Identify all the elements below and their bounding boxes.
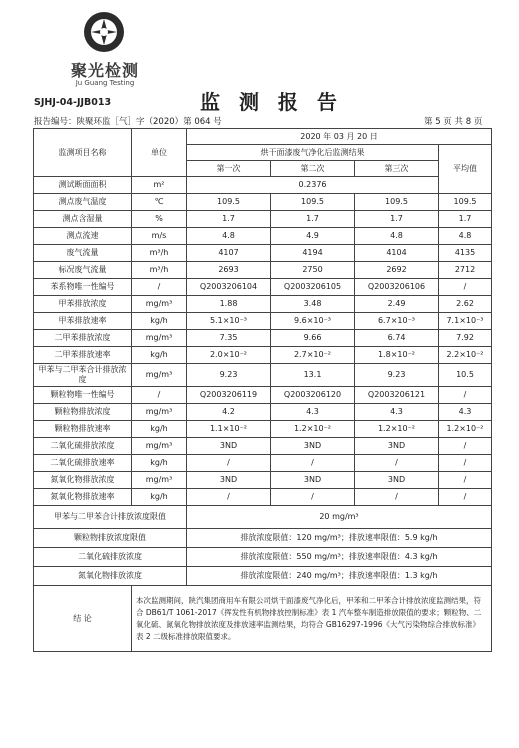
limit-row	[34, 529, 492, 548]
table-row	[34, 404, 492, 421]
header-run-1: 第一次	[187, 161, 271, 177]
limit-text: 排放浓度限值：550 mg/m³；排放速率限值：4.3 kg/h	[187, 548, 492, 567]
row-value-2: 3ND	[271, 472, 355, 489]
row-unit: kg/h	[132, 421, 187, 438]
row-unit: m/s	[132, 228, 187, 245]
row-value-3: Q2003206121	[355, 387, 439, 404]
row-average: /	[439, 472, 492, 489]
row-unit: /	[132, 279, 187, 296]
row-item-name: 标况废气流量	[34, 262, 132, 279]
row-value-3: 9.23	[355, 364, 439, 387]
row-value-3: 2692	[355, 262, 439, 279]
row-item-name: 甲苯与二甲苯合计排放浓度	[34, 364, 132, 387]
row-value-2: Q2003206120	[271, 387, 355, 404]
row-unit: kg/h	[132, 347, 187, 364]
row-value-3: 1.8×10⁻²	[355, 347, 439, 364]
row-value-1: 2.0×10⁻²	[187, 347, 271, 364]
table-row	[34, 211, 492, 228]
limit-name: 甲苯与二甲苯合计排放浓度限值	[34, 506, 187, 529]
row-value-1: 1.1×10⁻²	[187, 421, 271, 438]
row-item-name: 颗粒物排放浓度	[34, 404, 132, 421]
row-value-3: 1.2×10⁻²	[355, 421, 439, 438]
table-row	[34, 472, 492, 489]
row-merged-value: 0.2376	[187, 177, 439, 194]
row-average: /	[439, 489, 492, 506]
row-item-name: 测试断面面积	[34, 177, 132, 194]
limit-name: 二氧化硫排放浓度	[34, 548, 187, 567]
row-item-name: 测点流速	[34, 228, 132, 245]
table-row	[34, 262, 492, 279]
report-number: 报告编号：陕聚环监［气］字（2020）第 064 号	[34, 117, 222, 127]
row-item-name: 颗粒物排放速率	[34, 421, 132, 438]
row-item-name: 甲苯排放速率	[34, 313, 132, 330]
row-value-2: 4194	[271, 245, 355, 262]
conclusion-text: 本次监测期间，陕汽集团商用车有限公司烘干面漆废气净化后，甲苯和二甲苯合计排放浓度监测结果，符合 DB61/T 1061-2017《挥发性有机物排放控制标准》表 1 汽车整车制造排放限值的要求；颗粒物、二氧化硫、氮氧化物排放浓度及排放速率监测结果，均符合 GB16297-1996《大气污染物综合排放标准》表 2 二级标准排放限值要求。	[132, 586, 492, 652]
row-value-2: 9.6×10⁻³	[271, 313, 355, 330]
row-unit: %	[132, 211, 187, 228]
limit-row	[34, 506, 492, 529]
row-value-3: 6.7×10⁻³	[355, 313, 439, 330]
logo-name-en: Ju Guang Testing	[75, 79, 135, 87]
row-value-1: 1.88	[187, 296, 271, 313]
monitoring-table	[33, 128, 492, 652]
row-item-name: 二甲苯排放速率	[34, 347, 132, 364]
row-average: 1.7	[439, 211, 492, 228]
document-code: SJHJ-04-JJB013	[34, 97, 112, 108]
row-value-3: 4.8	[355, 228, 439, 245]
logo-mark-icon	[82, 10, 126, 54]
row-value-3: 4.3	[355, 404, 439, 421]
row-average: 7.1×10⁻³	[439, 313, 492, 330]
row-value-2: Q2003206105	[271, 279, 355, 296]
limit-text: 20 mg/m³	[187, 506, 492, 529]
row-value-1: 109.5	[187, 194, 271, 211]
table-row	[34, 455, 492, 472]
row-value-1: 5.1×10⁻³	[187, 313, 271, 330]
header-date: 2020 年 03 月 20 日	[187, 129, 492, 145]
row-value-1: Q2003206104	[187, 279, 271, 296]
row-item-name: 测点废气温度	[34, 194, 132, 211]
report-title: 监 测 报 告	[200, 90, 343, 114]
row-unit: mg/m³	[132, 404, 187, 421]
row-value-3: 3ND	[355, 472, 439, 489]
row-average: /	[439, 387, 492, 404]
row-unit: mg/m³	[132, 330, 187, 347]
row-unit: ℃	[132, 194, 187, 211]
row-unit: kg/h	[132, 313, 187, 330]
row-value-1: 2693	[187, 262, 271, 279]
row-value-2: 4.3	[271, 404, 355, 421]
row-value-3: 6.74	[355, 330, 439, 347]
page-info: 第 5 页 共 8 页	[424, 117, 483, 127]
table-row	[34, 313, 492, 330]
row-unit: mg/m³	[132, 296, 187, 313]
table-row	[34, 364, 492, 387]
row-value-2: 2750	[271, 262, 355, 279]
row-average: 2.2×10⁻²	[439, 347, 492, 364]
table-row	[34, 489, 492, 506]
row-unit: m²	[132, 177, 187, 194]
row-average: 4.3	[439, 404, 492, 421]
row-average: 7.92	[439, 330, 492, 347]
row-average: 2.62	[439, 296, 492, 313]
row-item-name: 测点含湿量	[34, 211, 132, 228]
row-value-1: 7.35	[187, 330, 271, 347]
row-average: 1.2×10⁻²	[439, 421, 492, 438]
table-row	[34, 330, 492, 347]
header-run-2: 第二次	[271, 161, 355, 177]
table-row	[34, 245, 492, 262]
row-value-2: 4.9	[271, 228, 355, 245]
row-item-name: 甲苯排放浓度	[34, 296, 132, 313]
row-item-name: 苯系物唯一性编号	[34, 279, 132, 296]
row-unit: kg/h	[132, 455, 187, 472]
row-average: 4135	[439, 245, 492, 262]
row-unit: kg/h	[132, 489, 187, 506]
table-row	[34, 194, 492, 211]
row-value-2: 109.5	[271, 194, 355, 211]
row-value-1: 4.8	[187, 228, 271, 245]
row-value-2: 1.2×10⁻²	[271, 421, 355, 438]
row-average: 109.5	[439, 194, 492, 211]
row-average: 2712	[439, 262, 492, 279]
table-row	[34, 438, 492, 455]
row-value-1: /	[187, 455, 271, 472]
row-value-2: 3.48	[271, 296, 355, 313]
header-subtitle: 烘干面漆废气净化后监测结果	[187, 145, 439, 161]
header-run-3: 第三次	[355, 161, 439, 177]
row-average: 10.5	[439, 364, 492, 387]
row-value-3: 3ND	[355, 438, 439, 455]
table-row	[34, 387, 492, 404]
table-row	[34, 347, 492, 364]
conclusion-row	[34, 586, 492, 652]
table-row	[34, 279, 492, 296]
row-average: /	[439, 455, 492, 472]
row-average: 4.8	[439, 228, 492, 245]
row-item-name: 氮氧化物排放浓度	[34, 472, 132, 489]
conclusion-label: 结 论	[34, 586, 132, 652]
limit-name: 颗粒物排放浓度限值	[34, 529, 187, 548]
row-item-name: 废气流量	[34, 245, 132, 262]
row-value-1: 4107	[187, 245, 271, 262]
row-value-1: 4.2	[187, 404, 271, 421]
row-value-1: Q2003206119	[187, 387, 271, 404]
limit-row	[34, 567, 492, 586]
row-value-3: Q2003206106	[355, 279, 439, 296]
row-average: /	[439, 438, 492, 455]
row-value-3: 1.7	[355, 211, 439, 228]
table-row	[34, 228, 492, 245]
header-item: 监测项目名称	[34, 129, 132, 177]
row-value-2: 9.66	[271, 330, 355, 347]
company-logo	[60, 10, 150, 92]
row-value-2: 3ND	[271, 438, 355, 455]
limit-text: 排放浓度限值：120 mg/m³；排放速率限值：5.9 kg/h	[187, 529, 492, 548]
row-value-1: 1.7	[187, 211, 271, 228]
row-value-3: /	[355, 489, 439, 506]
row-value-3: 109.5	[355, 194, 439, 211]
row-unit: m³/h	[132, 245, 187, 262]
logo-name-cn: 聚光检测	[70, 61, 139, 80]
limit-text: 排放浓度限值：240 mg/m³；排放速率限值：1.3 kg/h	[187, 567, 492, 586]
row-value-1: 3ND	[187, 438, 271, 455]
row-item-name: 氮氧化物排放速率	[34, 489, 132, 506]
row-unit: mg/m³	[132, 438, 187, 455]
table-row	[34, 421, 492, 438]
row-value-2: /	[271, 455, 355, 472]
row-value-1: 3ND	[187, 472, 271, 489]
row-value-3: /	[355, 455, 439, 472]
row-unit: m³/h	[132, 262, 187, 279]
row-value-2: 2.7×10⁻²	[271, 347, 355, 364]
limit-row	[34, 548, 492, 567]
row-value-3: 2.49	[355, 296, 439, 313]
header-average: 平均值	[439, 145, 492, 194]
row-item-name: 二氧化硫排放浓度	[34, 438, 132, 455]
row-value-1: 9.23	[187, 364, 271, 387]
row-value-2: /	[271, 489, 355, 506]
row-average: /	[439, 279, 492, 296]
row-value-2: 1.7	[271, 211, 355, 228]
header-unit: 单位	[132, 129, 187, 177]
row-value-3: 4104	[355, 245, 439, 262]
row-value-2: 13.1	[271, 364, 355, 387]
row-unit: /	[132, 387, 187, 404]
limit-name: 氮氧化物排放浓度	[34, 567, 187, 586]
row-item-name: 二氧化硫排放速率	[34, 455, 132, 472]
row-item-name: 颗粒物唯一性编号	[34, 387, 132, 404]
table-row	[34, 296, 492, 313]
row-unit: mg/m³	[132, 364, 187, 387]
table-row	[34, 177, 492, 194]
row-item-name: 二甲苯排放浓度	[34, 330, 132, 347]
row-unit: mg/m³	[132, 472, 187, 489]
row-value-1: /	[187, 489, 271, 506]
